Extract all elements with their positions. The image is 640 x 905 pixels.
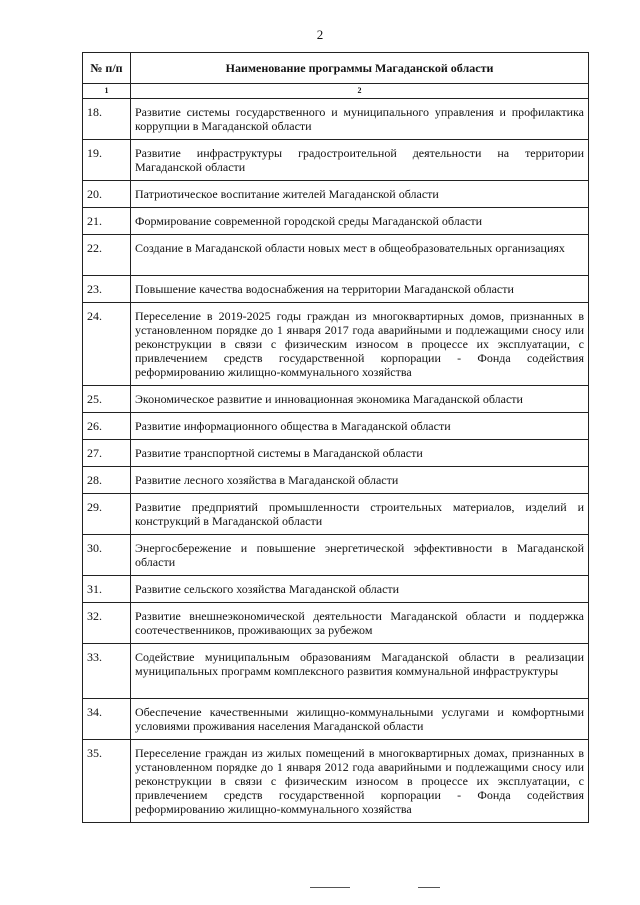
program-name: Развитие лесного хозяйства в Магаданской области: [131, 467, 589, 494]
table-row: [83, 603, 589, 644]
row-number: 34.: [83, 699, 131, 740]
table-row: [83, 303, 589, 386]
header-number: № п/п: [83, 53, 131, 84]
table-row: [83, 699, 589, 740]
row-number: 25.: [83, 386, 131, 413]
row-number: 33.: [83, 644, 131, 699]
footer-rule: [310, 887, 350, 888]
program-name: Энергосбережение и повышение энергетической эффективности в Магаданской области: [131, 535, 589, 576]
program-name: Патриотическое воспитание жителей Магаданской области: [131, 181, 589, 208]
row-number: 19.: [83, 140, 131, 181]
column-index-number: 1: [83, 84, 131, 99]
row-number: 29.: [83, 494, 131, 535]
program-name: Переселение граждан из жилых помещений в многоквартирных домах, признанных в установленном порядке до 1 января 2012 года аварийными и подлежащими сносу или реконструкции в связи с физическим износом в процессе их эксплуатации, с привлечением средств государственной корпорации - Фонда содействия реформированию жилищно-коммунального хозяйства: [131, 740, 589, 823]
program-name: Развитие инфраструктуры градостроительной деятельности на территории Магаданской области: [131, 140, 589, 181]
row-number: 28.: [83, 467, 131, 494]
table-row: [83, 440, 589, 467]
row-number: 23.: [83, 276, 131, 303]
program-name: Развитие предприятий промышленности строительных материалов, изделий и конструкций в Магаданской области: [131, 494, 589, 535]
table-row: [83, 494, 589, 535]
row-number: 30.: [83, 535, 131, 576]
program-name: Развитие транспортной системы в Магаданской области: [131, 440, 589, 467]
program-name: Развитие информационного общества в Магаданской области: [131, 413, 589, 440]
row-number: 32.: [83, 603, 131, 644]
program-name: Экономическое развитие и инновационная экономика Магаданской области: [131, 386, 589, 413]
table-row: [83, 740, 589, 823]
column-index-row: [83, 84, 589, 99]
table-row: [83, 140, 589, 181]
table-row: [83, 276, 589, 303]
row-number: 35.: [83, 740, 131, 823]
table-row: [83, 535, 589, 576]
row-number: 27.: [83, 440, 131, 467]
table-row: [83, 467, 589, 494]
footer-rule: [418, 887, 440, 888]
table-row: [83, 576, 589, 603]
program-name: Обеспечение качественными жилищно-коммунальными услугами и комфортными условиями проживания населения Магаданской области: [131, 699, 589, 740]
program-name: Развитие сельского хозяйства Магаданской области: [131, 576, 589, 603]
table-body: [83, 99, 589, 823]
program-name: Развитие внешнеэкономической деятельности Магаданской области и поддержка соотечественников, проживающих за рубежом: [131, 603, 589, 644]
program-name: Создание в Магаданской области новых мест в общеобразовательных организациях: [131, 235, 589, 276]
table-row: [83, 235, 589, 276]
programs-table: [82, 52, 589, 823]
row-number: 21.: [83, 208, 131, 235]
row-number: 18.: [83, 99, 131, 140]
table-row: [83, 386, 589, 413]
row-number: 20.: [83, 181, 131, 208]
header-name: Наименование программы Магаданской области: [131, 53, 589, 84]
table-row: [83, 413, 589, 440]
table-row: [83, 644, 589, 699]
program-name: Содействие муниципальным образованиям Магаданской области в реализации муниципальных программ комплексного развития коммунальной инфраструктуры: [131, 644, 589, 699]
row-number: 22.: [83, 235, 131, 276]
program-name: Повышение качества водоснабжения на территории Магаданской области: [131, 276, 589, 303]
table-row: [83, 181, 589, 208]
program-name: Формирование современной городской среды Магаданской области: [131, 208, 589, 235]
program-name: Переселение в 2019-2025 годы граждан из многоквартирных домов, признанных в установленном порядке до 1 января 2017 года аварийными и подлежащими сносу или реконструкции в связи с физическим износом в процессе их эксплуатации, с привлечением средств государственной корпорации - Фонда содействия реформированию жилищно-коммунального хозяйства: [131, 303, 589, 386]
row-number: 24.: [83, 303, 131, 386]
table-row: [83, 208, 589, 235]
table-header-row: [83, 53, 589, 84]
column-index-name: 2: [131, 84, 589, 99]
row-number: 31.: [83, 576, 131, 603]
table-row: [83, 99, 589, 140]
program-name: Развитие системы государственного и муниципального управления и профилактика коррупции в Магаданской области: [131, 99, 589, 140]
row-number: 26.: [83, 413, 131, 440]
page-number: 2: [316, 27, 324, 42]
